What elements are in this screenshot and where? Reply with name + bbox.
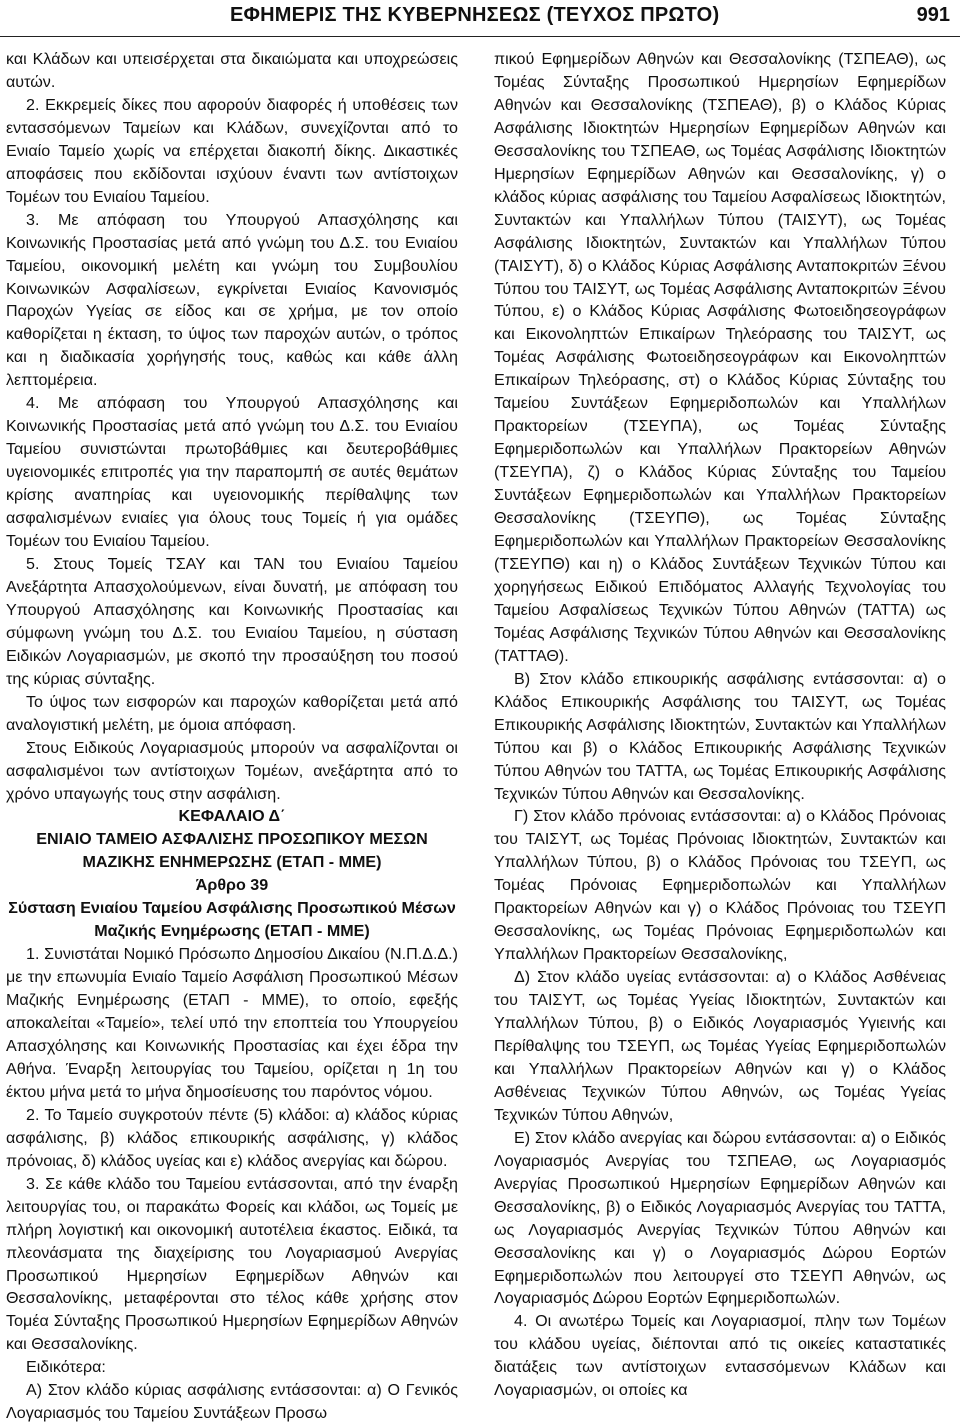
page-number: 991 (916, 4, 950, 26)
paragraph: πικού Εφημερίδων Αθηνών και Θεσσαλονίκης (ΤΣΠΕΑΘ), ως Τομέας Σύνταξης Προσωπικού Ημερησίων Εφημερίδων Αθηνών και Θεσσαλονίκης (ΤΣΠΕΑΘ), β) ο Κλάδος Κύριας Ασφάλισης Ιδιοκτητών Ημερησίων Εφημερίδων Αθηνών και Θεσσαλονίκης του ΤΣΠΕΑΘ, ως Τομέας Ασφάλισης Ιδιοκτητών Ημερησίων Εφημερίδων Αθηνών και Θεσσαλονίκης, γ) ο κλάδος κύριας ασφάλισης του Ταμείου Ασφαλίσεως Ιδιοκτητών, Συντακτών και Υπαλλήλων Τύπου (ΤΑΙΣΥΤ), ως Τομέας Ασφάλισης Ιδιοκτητών, Συντακτών και Υπαλλήλων Τύπου (ΤΑΙΣΥΤ), δ) ο Κλάδος Κύριας Ασφάλισης Ανταποκριτών Ξένου Τύπου του ΤΑΙΣΥΤ, ως Τομέας Ασφάλισης Ανταποκριτών Ξένου Τύπου, ε) ο Κλάδος Κύριας Ασφάλισης Φωτοειδησεογράφων και Εικονοληπτών Επικαίρων Τηλεόρασης του ΤΑΙΣΥΤ, ως Τομέας Ασφάλισης Φωτοειδησεογράφων και Εικονοληπτών Επικαίρων Τηλεόρασης, στ) ο Κλάδος Κύριας Σύνταξης του Ταμείου Συντάξεων Εφημεριδοπωλών και Υπαλλήλων Πρακτορείων (ΤΣΕΥΠΑ), ως Τομέας Σύνταξης Εφημεριδοπωλών και Υπαλλήλων Πρακτορείων Αθηνών (ΤΣΕΥΠΑ), ζ) ο Κλάδος Κύριας Σύνταξης του Ταμείου Συντάξεων Εφημεριδοπωλών και Υπαλλήλων Πρακτορείων Θεσσαλονίκης (ΤΣΕΥΠΘ), ως Τομέας Σύνταξης Εφημεριδοπωλών και Υπαλλήλων Πρακτορείων Θεσσαλονίκης (ΤΣΕΥΠΘ) και η) ο Κλάδος Συντάξεων Τεχνικών Τύπου και χορηγήσεως Ειδικού Επιδόματος Αλλαγής Τεχνολογίας του Ταμείου Ασφαλίσεως Τεχνικών Τύπου Αθηνών (ΤΑΤΤΑ) ως Τομέας Ασφάλισης Τεχνικών Τύπου Αθηνών και Θεσσαλονίκης (ΤΑΤΤΑΘ). (494, 50, 946, 665)
paragraph: Το ύψος των εισφορών και παροχών καθορίζεται μετά από αναλογιστική μελέτη, με όμοια απόφαση. (6, 692, 458, 734)
article-title: Σύσταση Ενιαίου Ταμείου Ασφάλισης Προσωπικού Μέσων Μαζικής Ενημέρωσης (ΕΤΑΠ - ΜΜΕ) (8, 899, 456, 941)
paragraph: Ειδικότερα: (26, 1358, 106, 1377)
paragraph: 2. Το Ταμείο συγκροτούν πέντε (5) κλάδοι: α) κλάδος κύριας ασφάλισης, β) κλάδος επικουρικής ασφάλισης, γ) κλάδος πρόνοιας, δ) κλάδος υγείας και ε) κλάδος ανεργίας και δώρου. (6, 1105, 458, 1170)
paragraph: 3. Με απόφαση του Υπουργού Απασχόλησης και Κοινωνικής Προστασίας μετά από γνώμη του Δ.Σ. του Ενιαίου Ταμείου, οικονομική μελέτη και γνώμη του Συμβουλίου Κοινωνικών Ασφαλίσεων, εγκρίνεται Ενιαίος Κανονισμός Παροχών Υγείας σε είδος και σε χρήμα, με τον οποίο καθορίζεται η έκταση, το ύψος των παροχών αυτών, ο τρόπος και η διαδικασία χορήγησής τους, καθώς και κάθε άλλη λεπτομέρεια. (6, 210, 458, 390)
paragraph: 3. Σε κάθε κλάδο του Ταμείου εντάσσονται, από την έναρξη λειτουργίας του, οι παρακάτω Φορείς και κλάδοι, ως Τομείς με πλήρη λογιστική και οικονομική αυτοτέλεια έκαστος. Ειδικά, τα πλεονάσματα της διαχείρισης του Λογαριασμού Ανεργίας Προσωπικού Ημερησίων Εφημερίδων Αθηνών και Θεσσαλονίκης, μεταφέρονται στο τέλος κάθε χρήσης στον Τομέα Σύνταξης Προσωπικού Ημερησίων Εφημερίδων Αθηνών και Θεσσαλονίκης. (6, 1174, 458, 1354)
paragraph: 4. Με απόφαση του Υπουργού Απασχόλησης και Κοινωνικής Προστασίας μετά από γνώμη του Δ.Σ. του Ενιαίου Ταμείου συνιστώνται πρωτοβάθμιες και δευτεροβάθμιες υγειονομικές επιτροπές για την παραπομπή σε αυτές θεμάτων κρίσης αναπηρίας και υγειονομικής περίθαλψης των ασφαλισμένων ενιαίες για όλους τους Τομείς ή για ομάδες Τομέων του Ενιαίου Ταμείου. (6, 394, 458, 551)
paragraph: 4. Οι ανωτέρω Τομείς και Λογαριασμοί, πλην των Τομέων του κλάδου υγείας, διέπονται από τις οικείες καταστατικές διατάξεις των αντίστοιχων εντασσόμενων Κλάδων και Λογαριασμών, οι οποίες κα (494, 1312, 946, 1400)
paragraph: 5. Στους Τομείς ΤΣΑΥ και ΤΑΝ του Ενιαίου Ταμείου Ανεξάρτητα Απασχολούμενων, είναι δυνατή, με απόφαση του Υπουργού Απασχόλησης και Κοινωνικής Προστασίας και σύμφωνη γνώμη του Δ.Σ. του Ενιαίου Ταμείου, η σύσταση Ειδικών Λογαριασμών, με σκοπό την προσαύξηση του ποσού της κύριας σύνταξης. (6, 554, 458, 688)
gazette-title: ΕΦΗΜΕΡΙΣ ΤΗΣ ΚΥΒΕΡΝΗΣΕΩΣ (ΤΕΥΧΟΣ ΠΡΩΤΟ) (230, 4, 720, 26)
paragraph: Δ) Στον κλάδο υγείας εντάσσονται: α) ο Κλάδος Ασθένειας του ΤΑΙΣΥΤ, ως Τομέας Υγείας Ιδιοκτητών, Συντακτών και Υπαλλήλων Τύπου, β) ο Ειδικός Λογαριασμός Υγιεινής και Περίθαλψης του ΤΣΕΥΠ, ως Τομέας Υγείας Εφημεριδοπωλών και Υπαλλήλων Πρακτορείων Αθηνών και γ) ο Κλάδος Ασθένειας Τεχνικών Τύπου Αθηνών, ως Τομέας Υγείας Τεχνικών Τύπου Αθηνών, (494, 968, 946, 1124)
paragraph: 2. Εκκρεμείς δίκες που αφορούν διαφορές ή υποθέσεις των εντασσόμενων Ταμείων και Κλάδων, συνεχίζονται από το Ενιαίο Ταμείο χωρίς να επέρχεται διακοπή δίκης. Δικαστικές αποφάσεις που εκδίδονται ισχύουν έναντι των αντίστοιχων Τομέων του Ενιαίου Ταμείου. (6, 95, 458, 206)
chapter-title: ΕΝΙΑΙΟ ΤΑΜΕΙΟ ΑΣΦΑΛΙΣΗΣ ΠΡΟΣΩΠΙΚΟΥ ΜΕΣΩΝ ΜΑΖΙΚΗΣ ΕΝΗΜΕΡΩΣΗΣ (ΕΤΑΠ - ΜΜΕ) (36, 830, 428, 872)
paragraph: και Κλάδων και υπεισέρχεται στα δικαιώματα και υποχρεώσεις αυτών. (6, 50, 458, 91)
paragraph: Ε) Στον κλάδο ανεργίας και δώρου εντάσσονται: α) ο Ειδικός Λογαριασμός Ανεργίας του ΤΣΠΕΑΘ, ως Λογαριασμός Ανεργίας Προσωπικού Ημερησίων Εφημερίδων Αθηνών και Θεσσαλονίκης, β) ο Ειδικός Λογαριασμός Ανεργίας του ΤΑΤΤΑ, ως Λογαριασμός Ανεργίας Τεχνικών Τύπου Αθηνών και Θεσσαλονίκης και γ) ο Λογαριασμός Δώρου Εορτών Εφημεριδοπωλών που λειτουργεί στο ΤΣΕΥΠ Αθηνών, ως Λογαριασμός Δώρου Εορτών Εφημεριδοπωλών. (494, 1128, 946, 1308)
paragraph: Β) Στον κλάδο επικουρικής ασφάλισης εντάσσονται: α) ο Κλάδος Επικουρικής Ασφάλισης του ΤΑΙΣΥΤ, ως Τομέας Επικουρικής Ασφάλισης Ιδιοκτητών, Συντακτών και Υπαλλήλων Τύπου και β) ο Κλάδος Επικουρικής Ασφάλισης Τεχνικών Τύπου Αθηνών του ΤΑΤΤΑ, ως Τομέας Επικουρικής Ασφάλισης Τεχνικών Τύπου Αθηνών και Θεσσαλονίκης. (494, 669, 946, 803)
page-header (0, 0, 960, 37)
right-column (494, 48, 946, 1402)
paragraph: 1. Συνιστάται Νομικό Πρόσωπο Δημοσίου Δικαίου (Ν.Π.Δ.Δ.) με την επωνυμία Ενιαίο Ταμείο Ασφάλιση Προσωπικού Μέσων Μαζικής Ενημέρωσης (ΕΤΑΠ - ΜΜΕ), το οποίο, εφεξής αποκαλείται «Ταμείο», τελεί υπό την εποπτεία του Υπουργείου Απασχόλησης και Κοινωνικής Προστασίας και έχει έδρα την Αθήνα. Έναρξη λειτουργίας του Ταμείου, ορίζεται η 1η του έκτου μήνα μετά το μήνα δημοσίευσης του παρόντος νόμου. (6, 945, 458, 1101)
left-column (6, 48, 458, 1425)
paragraph: Στους Ειδικούς Λογαριασμούς μπορούν να ασφαλίζονται οι ασφαλισμένοι των αντίστοιχων Τομέων, ανεξάρτητα από το χρόνο υπαγωγής τους στην ασφάλιση. (6, 738, 458, 803)
paragraph: Α) Στον κλάδο κύριας ασφάλισης εντάσσονται: α) Ο Γενικός Λογαριασμός του Ταμείου Συντάξεων Προσω (6, 1381, 458, 1423)
paragraph: Γ) Στον κλάδο πρόνοιας εντάσσονται: α) ο Κλάδος Πρόνοιας του ΤΑΙΣΥΤ, ως Τομέας Πρόνοιας Ιδιοκτητών, Συντακτών και Υπαλλήλων Τύπου, β) ο Κλάδος Πρόνοιας του ΤΣΕΥΠ, ως Τομέας Πρόνοιας Εφημεριδοπωλών και Υπαλλήλων Πρακτορείων Αθηνών και γ) ο Κλάδος Πρόνοιας του ΤΣΕΥΠ Θεσσαλονίκης, ως Τομέας Πρόνοιας Εφημεριδοπωλών και Υπαλλήλων Πρακτορείων Θεσσαλονίκης, (494, 807, 946, 964)
chapter-heading: ΚΕΦΑΛΑΙΟ Δ΄ (178, 807, 286, 826)
article-heading: Άρθρο 39 (195, 876, 269, 895)
